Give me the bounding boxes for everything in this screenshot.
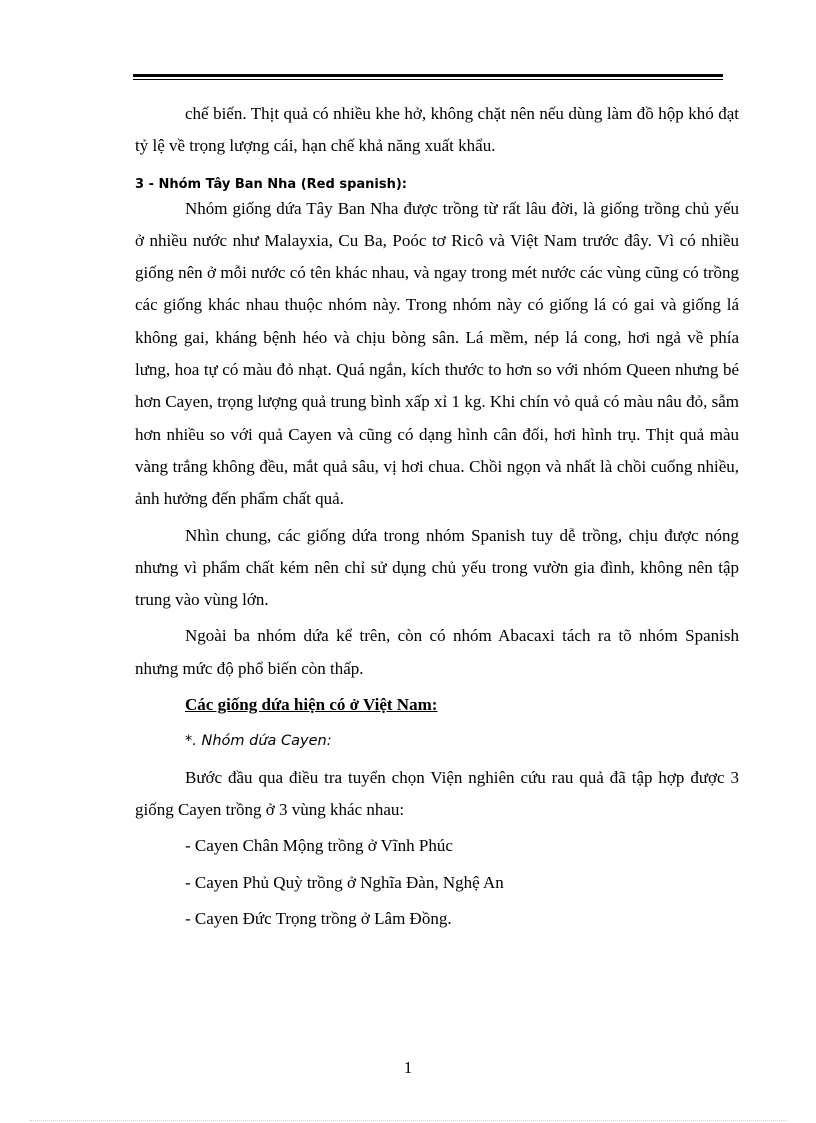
document-body [135, 98, 739, 935]
paragraph-cayen-survey: Bước đầu qua điều tra tuyển chọn Viện nghiên cứu rau quả đã tập hợp được 3 giống Cayen trồng ở 3 vùng khác nhau: [135, 767, 739, 819]
section-title-vietnam-varieties: Các giống dứa hiện có ở Việt Nam: [185, 695, 438, 715]
subgroup-title-cayen: *. Nhóm dứa Cayen: [185, 733, 332, 750]
list-item: - Cayen Đức Trọng trồng ở Lâm Đồng. [185, 908, 452, 928]
header-rule-thin [133, 79, 723, 80]
header-rule-thick [133, 74, 723, 77]
page-bottom-divider [30, 1120, 786, 1121]
section-heading-red-spanish: 3 - Nhóm Tây Ban Nha (Red spanish): [135, 176, 407, 192]
list-item: - Cayen Chân Mộng trồng ở Vĩnh Phúc [185, 836, 453, 856]
paragraph-abacaxi: Ngoài ba nhóm dứa kể trên, còn có nhóm Abacaxi tách ra tõ nhóm Spanish nhưng mức độ phổ biến còn thấp. [135, 626, 739, 678]
paragraph-spanish-summary: Nhìn chung, các giống dứa trong nhóm Spanish tuy dễ trồng, chịu được nóng nhưng vì phẩm chất kém nên chỉ sử dụng chủ yếu trong vườn gia đình, không nên tập trung vào vùng lớn. [135, 525, 739, 610]
paragraph-continuation: chế biến. Thịt quả có nhiều khe hở, không chặt nên nếu dùng làm đồ hộp khó đạt tỷ lệ về trọng lượng cái, hạn chế khả năng xuất khẩu. [135, 104, 739, 156]
page-number: 1 [403, 1058, 413, 1077]
paragraph-red-spanish-description: Nhóm giống dứa Tây Ban Nha được trồng từ rất lâu đời, là giống trồng chủ yếu ở nhiều nước như Malayxia, Cu Ba, Poóc tơ Ricô và Việt Nam trước đây. Vì có nhiều giống nên ở mỗi nước có tên khác nhau, và ngay trong mét nước các vùng cũng có trồng các giống khác nhau thuộc nhóm này. Trong nhóm này có giống lá có gai và giống lá không gai, kháng bệnh héo và chịu bòng sân. Lá mềm, nép lá cong, hơi ngả về phía lưng, hoa tự có màu đỏ nhạt. Quá ngắn, kích thước to hơn so với nhóm Queen nhưng bé hơn Cayen, trọng lượng quả trung bình xấp xỉ 1 kg. Khi chín vỏ quả có màu nâu đỏ, sẫm hơn nhiều so với quả Cayen và cũng có dạng hình cân đối, hơi hình trụ. Thịt quả màu vàng trắng không đều, mắt quả sâu, vị hơi chua. Chồi ngọn và nhất là chồi cuống nhiều, ảnh hưởng đến phẩm chất quả. [135, 198, 739, 509]
list-item: - Cayen Phủ Quỳ trồng ở Nghĩa Đàn, Nghệ An [185, 872, 504, 892]
